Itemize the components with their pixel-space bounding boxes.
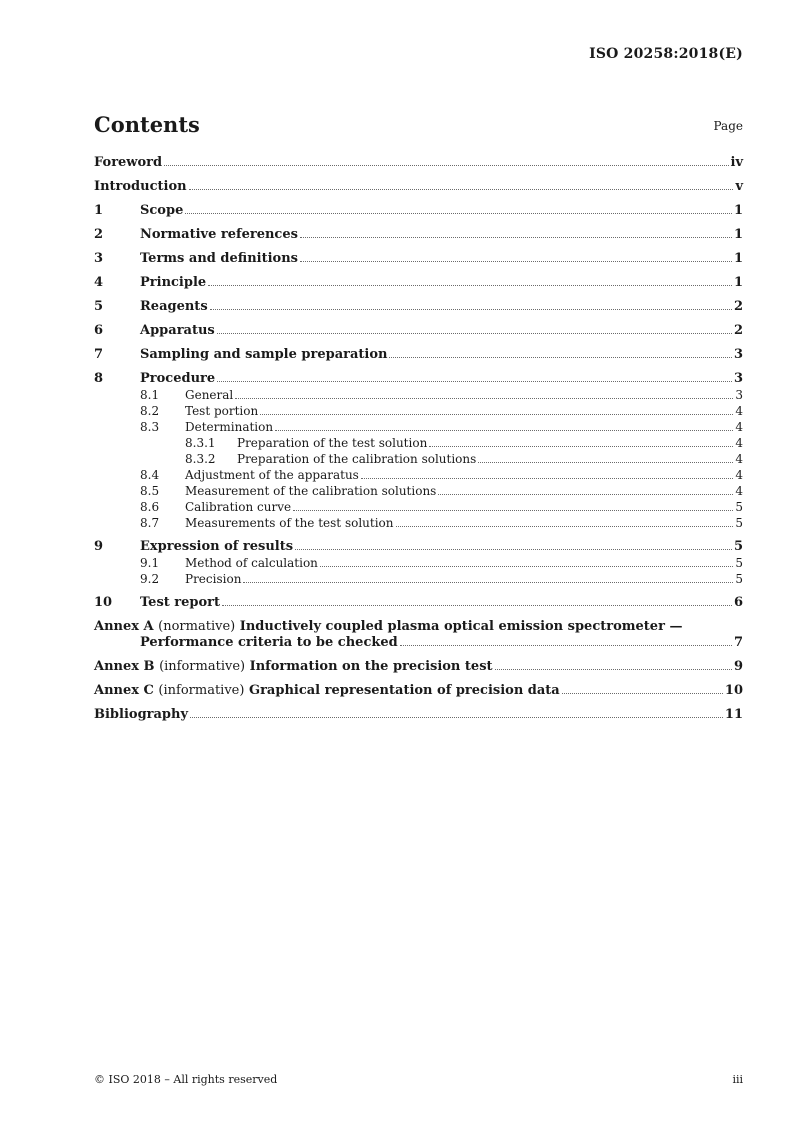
dot-leader	[300, 236, 732, 238]
toc-page: 2	[733, 323, 743, 338]
toc-label: Reagents	[140, 299, 208, 314]
toc-page: 5	[735, 556, 743, 570]
annex-a-prefix: Annex A	[94, 619, 154, 634]
toc-page: v	[735, 179, 743, 194]
toc-number: 4	[94, 275, 104, 290]
dot-leader	[217, 380, 732, 382]
toc-page: 1	[733, 203, 743, 218]
dot-leader	[164, 164, 728, 166]
dot-leader	[495, 668, 732, 670]
toc-entry-apparatus[interactable]	[94, 323, 743, 339]
annex-c-type: (informative)	[158, 683, 245, 698]
dot-leader	[243, 581, 733, 583]
toc-entry-calibration-solutions-prep[interactable]	[94, 451, 743, 467]
toc-entry-test-portion[interactable]	[94, 403, 743, 419]
dot-leader	[235, 397, 733, 399]
toc-label: Determination	[185, 420, 274, 434]
annex-a-title-line2: Performance criteria to be checked	[140, 635, 398, 650]
toc-label: Measurement of the calibration solutions	[185, 484, 437, 498]
annex-a-title-line1: Inductively coupled plasma optical emission spectrometer —	[239, 619, 683, 634]
toc-page: 1	[733, 251, 743, 266]
toc-page: 3	[733, 371, 743, 386]
annex-a-type: (normative)	[158, 619, 236, 634]
annex-b-prefix: Annex B	[94, 659, 155, 674]
toc-label: Preparation of the calibration solutions	[237, 452, 477, 466]
toc-number: 8.1	[140, 388, 160, 402]
toc-number: 8.3	[140, 420, 160, 434]
toc-label: Sampling and sample preparation	[140, 347, 388, 362]
toc-page: 1	[733, 275, 743, 290]
toc-label: Scope	[140, 203, 184, 218]
dot-leader	[190, 716, 723, 718]
dot-leader	[320, 565, 733, 567]
toc-entry-adjustment[interactable]	[94, 467, 743, 483]
toc-page: 4	[735, 436, 743, 450]
toc-entry-precision[interactable]	[94, 571, 743, 587]
toc-number: 8	[94, 371, 104, 386]
dot-leader	[361, 477, 734, 479]
toc-page: 4	[735, 452, 743, 466]
toc-page: 4	[735, 404, 743, 418]
toc-page: 5	[735, 572, 743, 586]
dot-leader	[562, 692, 723, 694]
annex-c-prefix: Annex C	[94, 683, 154, 698]
toc-page: 11	[724, 707, 743, 722]
toc-entry-terms-and-definitions[interactable]	[94, 251, 743, 267]
page-title: Contents	[94, 112, 200, 137]
toc-page: 2	[733, 299, 743, 314]
toc-label: Expression of results	[140, 539, 294, 554]
toc-label: Method of calculation	[185, 556, 318, 570]
dot-leader	[293, 509, 733, 511]
toc-entry-sampling[interactable]	[94, 347, 743, 363]
toc-entry-scope[interactable]	[94, 203, 743, 219]
dot-leader	[400, 644, 732, 646]
toc-label: Principle	[140, 275, 207, 290]
toc-number: 8.6	[140, 500, 160, 514]
dot-leader	[185, 212, 732, 214]
toc-label: Precision	[185, 572, 242, 586]
toc-page: 5	[733, 539, 743, 554]
toc-entry-test-solution-measurements[interactable]	[94, 515, 743, 531]
toc-label: Preparation of the test solution	[237, 436, 428, 450]
toc-number: 9.2	[140, 572, 160, 586]
toc-entry-bibliography[interactable]	[94, 707, 743, 723]
annex-b-type: (informative)	[159, 659, 246, 674]
toc-label	[94, 683, 560, 699]
toc-entry-calibration-measurement[interactable]	[94, 483, 743, 499]
toc-label: Measurements of the test solution	[185, 516, 394, 530]
toc-page: 10	[724, 683, 743, 698]
toc-number: 9.1	[140, 556, 160, 570]
toc-entry-reagents[interactable]	[94, 299, 743, 315]
page-number: iii	[732, 1073, 743, 1086]
toc-entry-introduction[interactable]	[94, 179, 743, 195]
toc-label: Test report	[140, 595, 221, 610]
toc-entry-procedure[interactable]	[94, 371, 743, 387]
dot-leader	[429, 445, 733, 447]
toc-entry-annex-b[interactable]	[94, 659, 743, 675]
toc-entry-general[interactable]	[94, 387, 743, 403]
toc-entry-foreword[interactable]	[94, 155, 743, 171]
toc-entry-test-report[interactable]	[94, 595, 743, 611]
dot-leader	[389, 356, 731, 358]
toc-number: 10	[94, 595, 113, 610]
toc-label: Normative references	[140, 227, 298, 242]
toc-entry-annex-c[interactable]	[94, 683, 743, 699]
toc-label: Calibration curve	[185, 500, 292, 514]
toc-page: 4	[735, 468, 743, 482]
toc-number: 8.4	[140, 468, 160, 482]
copyright-notice: © ISO 2018 – All rights reserved	[94, 1073, 278, 1086]
dot-leader	[260, 413, 733, 415]
table-of-contents	[94, 155, 743, 723]
page-column-label: Page	[713, 119, 743, 133]
toc-label: Procedure	[140, 371, 216, 386]
toc-number: 6	[94, 323, 104, 338]
annex-b-title: Information on the precision test	[249, 659, 493, 674]
toc-entry-calibration-curve[interactable]	[94, 499, 743, 515]
toc-entry-principle[interactable]	[94, 275, 743, 291]
toc-page: 4	[735, 420, 743, 434]
toc-label	[94, 659, 493, 675]
toc-entry-test-solution-prep[interactable]	[94, 435, 743, 451]
dot-leader	[438, 493, 733, 495]
toc-label: Adjustment of the apparatus	[185, 468, 359, 482]
dot-leader	[396, 525, 734, 527]
dot-leader	[300, 260, 732, 262]
toc-entry-annex-a[interactable]	[94, 619, 743, 651]
annex-a-title-row	[94, 635, 743, 651]
toc-number: 5	[94, 299, 104, 314]
toc-number: 8.5	[140, 484, 160, 498]
toc-label: General	[185, 388, 234, 402]
toc-label: Bibliography	[94, 707, 189, 722]
dot-leader	[208, 284, 732, 286]
toc-entry-method-of-calculation[interactable]	[94, 555, 743, 571]
toc-entry-determination[interactable]	[94, 419, 743, 435]
toc-page: 4	[735, 484, 743, 498]
toc-label: Test portion	[185, 404, 259, 418]
toc-number: 8.3.2	[185, 452, 216, 466]
toc-page: 5	[735, 500, 743, 514]
toc-page: 9	[733, 659, 743, 674]
annex-c-title: Graphical representation of precision data	[248, 683, 560, 698]
toc-page: 7	[733, 635, 743, 650]
toc-page: 6	[733, 595, 743, 610]
toc-number: 3	[94, 251, 104, 266]
toc-page: 3	[733, 347, 743, 362]
toc-label: Terms and definitions	[140, 251, 298, 266]
dot-leader	[275, 429, 733, 431]
toc-label: Apparatus	[140, 323, 215, 338]
toc-page: 3	[735, 388, 743, 402]
toc-number: 8.2	[140, 404, 160, 418]
toc-number: 2	[94, 227, 104, 242]
toc-entry-expression-of-results[interactable]	[94, 539, 743, 555]
dot-leader	[478, 461, 733, 463]
toc-entry-normative-references[interactable]	[94, 227, 743, 243]
dot-leader	[217, 332, 732, 334]
annex-a-heading	[94, 619, 743, 635]
toc-page: 5	[735, 516, 743, 530]
dot-leader	[189, 188, 734, 190]
toc-number: 8.7	[140, 516, 160, 530]
toc-page: iv	[730, 155, 743, 170]
toc-label: Foreword	[94, 155, 163, 170]
toc-number: 9	[94, 539, 104, 554]
document-id: ISO 20258:2018(E)	[589, 46, 743, 62]
toc-page: 1	[733, 227, 743, 242]
dot-leader	[295, 548, 732, 550]
toc-number: 1	[94, 203, 104, 218]
dot-leader	[222, 604, 732, 606]
toc-number: 7	[94, 347, 104, 362]
toc-number: 8.3.1	[185, 436, 216, 450]
toc-label: Introduction	[94, 179, 187, 194]
dot-leader	[210, 308, 732, 310]
